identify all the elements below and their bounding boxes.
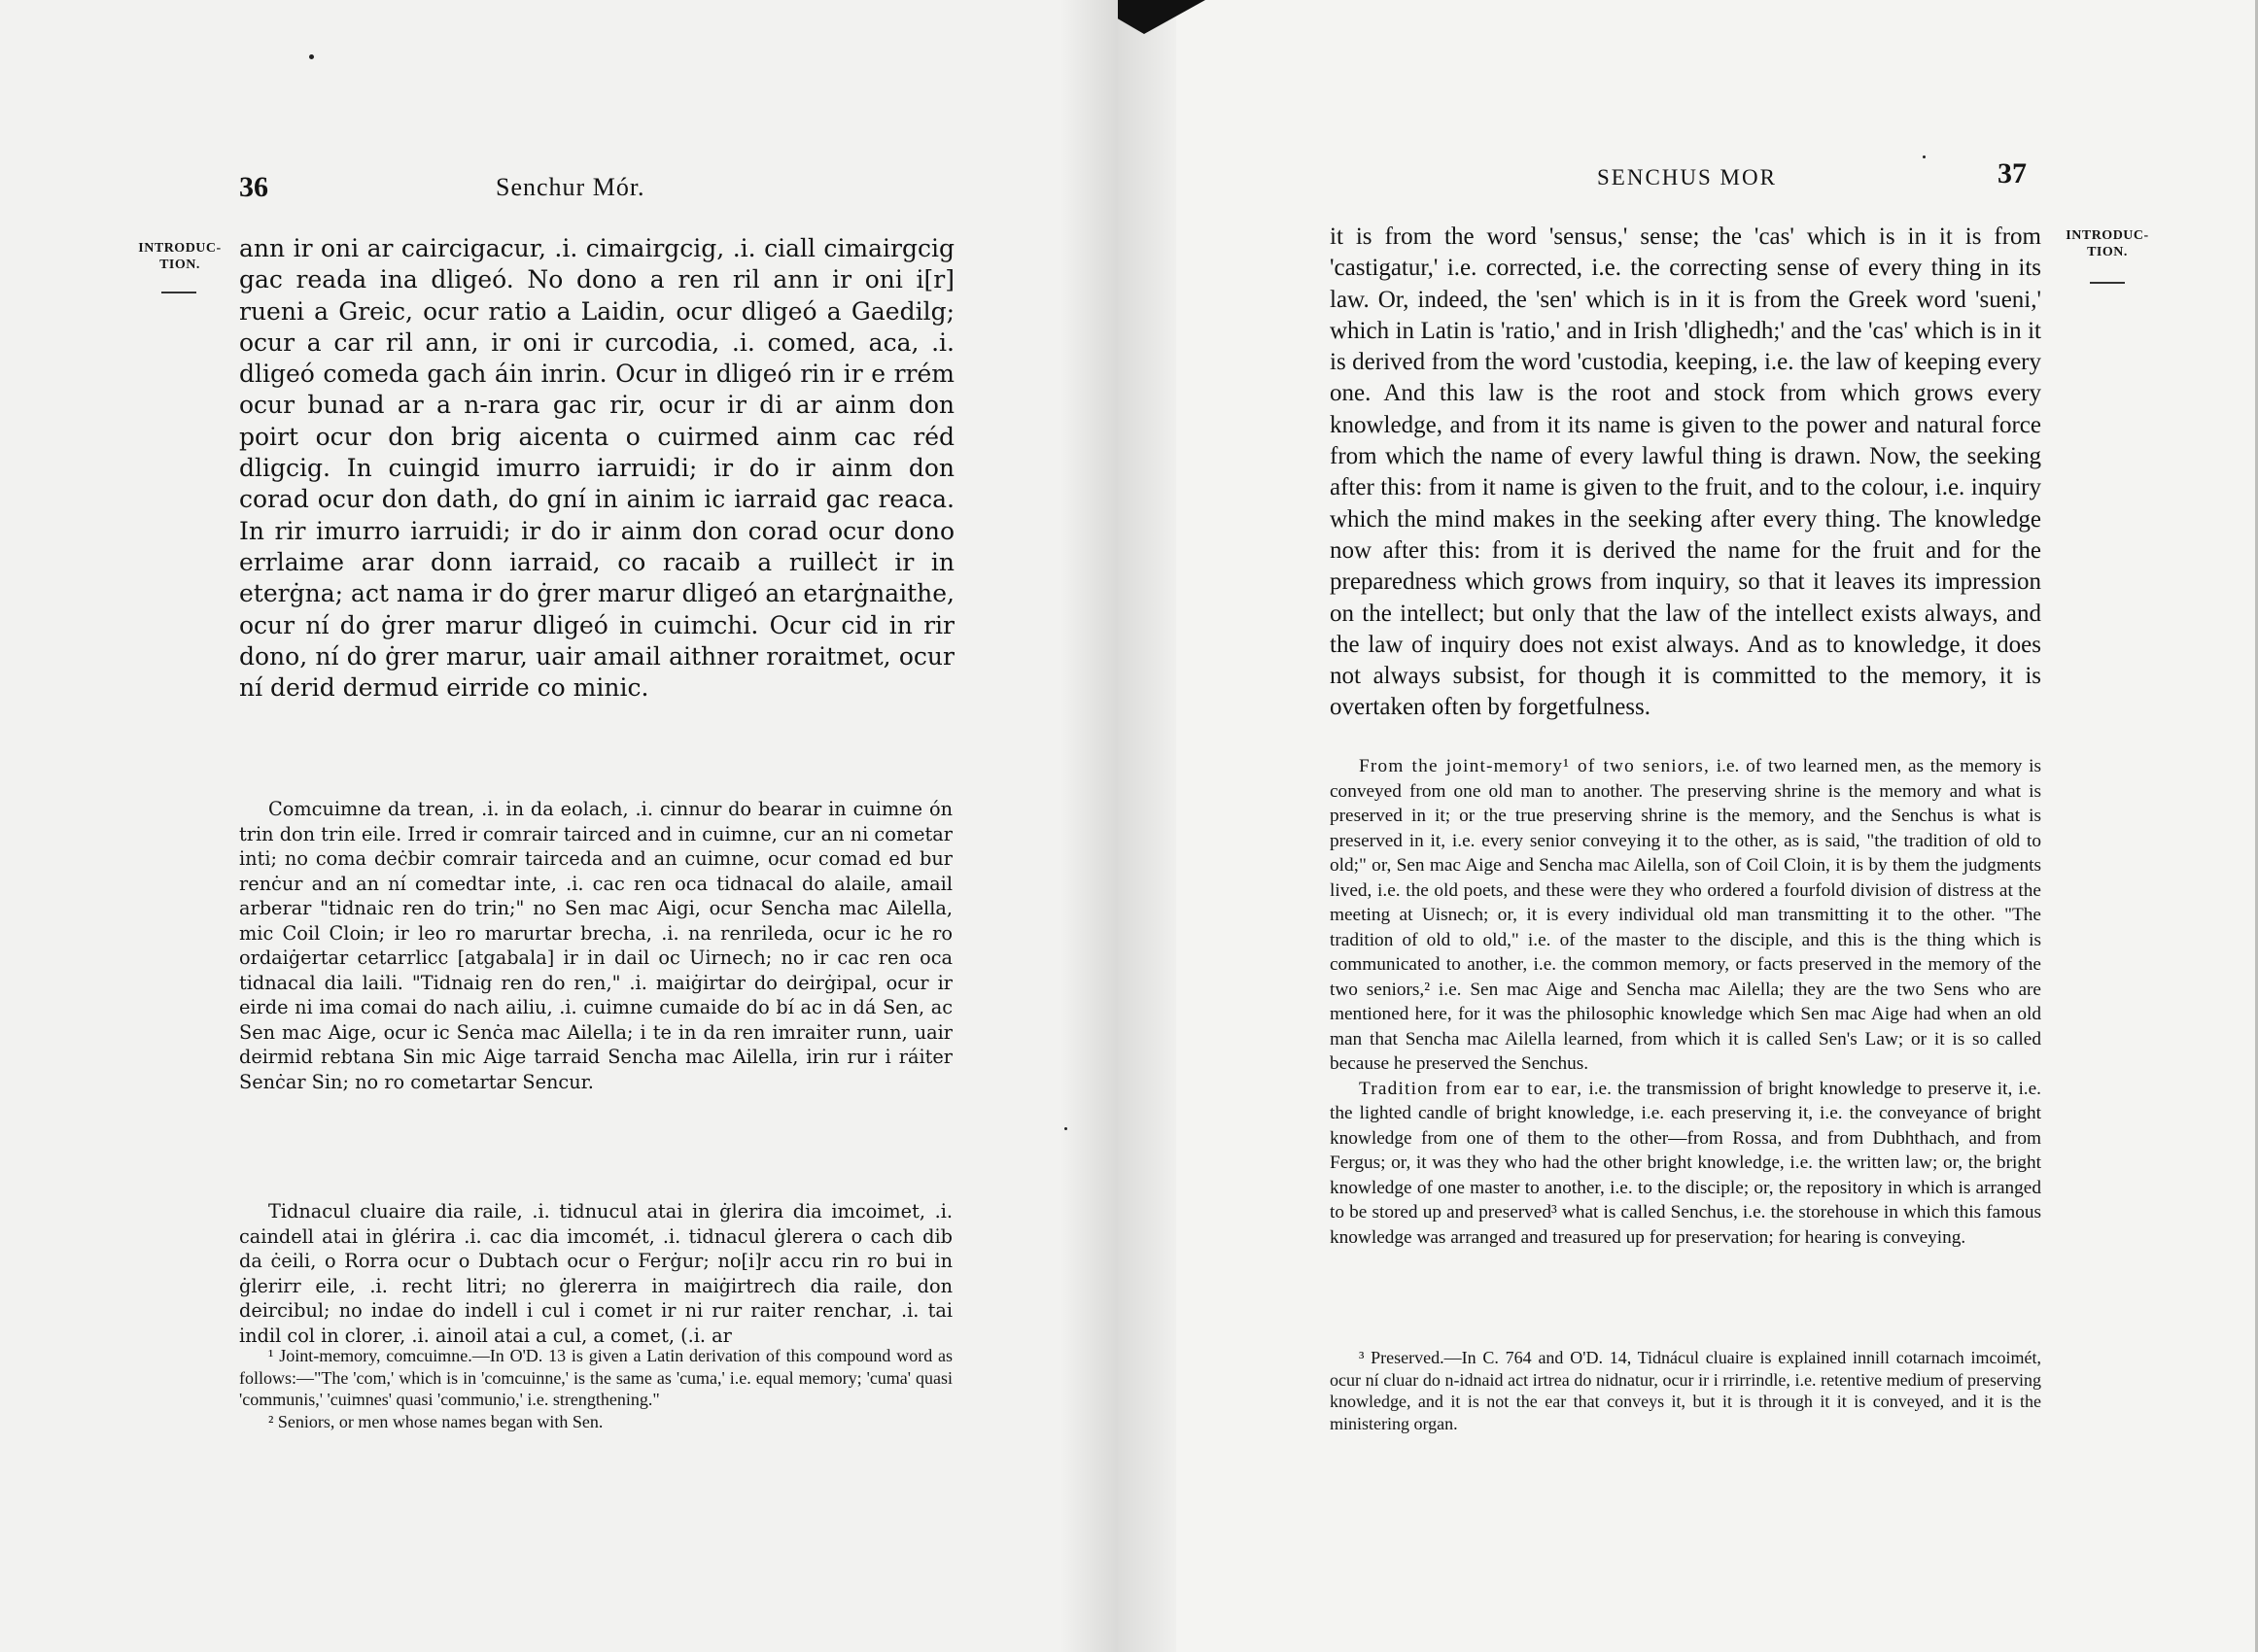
speck (1923, 155, 1926, 158)
commentary-lead: Tradition from ear to ear, (1359, 1078, 1583, 1099)
footnote: ¹ Joint-memory, comcuimne.—In O'D. 13 is given a Latin derivation of this compound word as follows:—"The 'com,' which is in 'comcuinne,' is the same as 'cuma,' i.e. equal memory; 'cuma' quasi 'communis,' 'cuimnes' quasi 'communio,' i.e. strengthening." (239, 1346, 953, 1409)
commentary-lead: From the joint-memory¹ of two seniors, (1359, 756, 1711, 776)
margin-rule (161, 292, 196, 293)
footnotes (239, 1345, 953, 1432)
footnote: ² Seniors, or men whose names began with Sen. (268, 1411, 604, 1431)
page-number: 37 (1997, 157, 2027, 189)
margin-note-line: INTRODUC- (2066, 228, 2149, 243)
running-head: SENCHUS MOR (1597, 165, 1777, 189)
translation-paragraph: it is from the word 'sensus,' sense; the 'cas' which is in it is from 'castigatur,' i.e. corrected, i.e. the correcting sense of every thing in its law. Or, indeed, the 'sen' which is in it is from the Greek word 'sueni,' which in Latin is 'ratio,' and in Irish 'dlighedh;' and the 'cas' which is in it is derived from the word 'custodia, keeping, i.e. the law of keeping every one. And this law is the root and stock from which grows every knowledge, and from it its name is given to the power and natural force from which the name of every lawful thing is drawn. Now, the seeking after this: from it name is given to the fruit, and to the colour, i.e. inquiry which the mind makes in the seeking after every thing. The knowledge now after this: from it is derived the name for the fruit and for the preparedness which grows from inquiry, so that it leaves its impression on the intellect; but only that the law of the intellect exists always, and the law of inquiry does not exist always. And as to knowledge, it does not always subsist, for though it is committed to the memory, it is overtaken often by forgetfulness. (1330, 224, 2041, 721)
commentary-text: i.e. of two learned men, as the memory is conveyed from one old man to another. The preserving shrine is the memory and what is preserved in it; or the true preserving shrine is the memory, and the Senchus is what is preserved in it, i.e. every senior conveying it to the other, as is said, "the tradition of old to old;" or, Sen mac Aige and Sencha mac Ailella, son of Coil Cloin, it is by them the judgments lived, i.e. the old poets, and these were they who ordered a fourfold division of distress at the meeting at Uisnech; or, it is every individual old man transmitting it to the other. "The tradition of old to old," i.e. of the master to the disciple, and this is the thing which is communicated to another, i.e. the common memory, or facts preserved in the memory of the two seniors,² i.e. Sen mac Aige and Sencha mac Ailella; they are the two Sens who are mentioned here, for it was the philosophic knowledge which Sen mac Aige had when an old man that Sencha mac Ailella learned, from which it is called Sen's Law; or it is so called because he preserved the Senchus. (1330, 756, 2041, 1074)
irish-text-paragraph: ann ir oni ar caircigacur, .i. cimairgcig, .i. ciall cimairgcig gac reada ina dligeó. No dono a ren ril ann ir oni i[r] rueni a Greic, ocur ratio a Laidin, ocur dligeó a Gaedilg; ocur a car ril ann, ir oni ir curcodia, .i. comed, aca, .i. dligeó comeda gach áin inrin. Ocur in dligeó rin ir e rrém ocur bunad ar a n-rara gac rir, ocur ir di ar ainm don poirt ocur don brig aicenta o cuirmed ainm cac réd dligcig. In cuingid imurro iarruidi; ir do ir ainm don corad ocur don dath, do gní in ainim ic iarraid gac reaca. In rir imurro iarruidi; ir do ir ainm don corad ocur dono errlaime arar donn iarraid, co racaib a ruilleċt ir in eterġna; act nama ir do ġrer marur dligeó an etarġnaithe, ocur ní do ġrer marur dligeó in cuimchi. Ocur cid in rir dono, ní do ġrer marur, uair amail aithner roraitmet, ocur ní derid dermud eirride co minic. (239, 234, 955, 703)
margin-note (2053, 227, 2162, 260)
margin-rule (2090, 282, 2125, 284)
margin-note-line: TION. (159, 258, 200, 272)
gutter-shadow (1060, 0, 1176, 1652)
margin-note-line: INTRODUC- (138, 241, 222, 256)
footnote: ³ Preserved.—In C. 764 and O'D. 14, Tidnácul cluaire is explained innill cotarnach imcoimét, ocur ní cluar do n-idnaid act irtrea do nidnatur, ocur ir i rrirrindle, i.e. retentive medium of preserving knowledge, and it is not the ear that conveys it, but it is through it it is conveyed, and it is the ministering organ. (1330, 1348, 2041, 1433)
page-number: 36 (239, 171, 268, 203)
commentary-text: i.e. the transmission of bright knowledge to preserve it, i.e. the lighted candle of bright knowledge, i.e. each preserving it, i.e. the conveyance of bright knowledge from one of them to the other—from Rossa, and from Dubhthach, and from Fergus; or, it was they who had the other bright knowledge, i.e. the written law; or, the bright knowledge of one master to another, i.e. to the disciple; or, the repository in which is arranged to be stored up and preserved³ what is called Senchus, i.e. the storehouse in which this famous knowledge was arranged and treasured up for preservation; for hearing is conveying. (1330, 1078, 2041, 1248)
footnotes (1330, 1347, 2041, 1434)
commentary (1330, 754, 2041, 1250)
margin-note-line: TION. (2087, 245, 2128, 259)
speck (309, 54, 314, 59)
irish-commentary-paragraph: Tidnacul cluaire dia raile, .i. tidnucul atai in ġlerira dia imcoimet, .i. caindell atai in ġlérira .i. cac dia imcomét, .i. tidnacul ġlerera o cach dib da ċeili, o Rorra ocur o Dubtach ocur o Ferġur; no[i]r accu rin ro bui in ġlerirr eile, .i. recht litri; no ġlererra in maiġirtrech dia raile, don deircibul; no indae do indell i cul i comet ir ni rur raiter renchar, .i. tai indil col in clorer, .i. ainoil atai a cul, a comet, (.i. ar (239, 1200, 953, 1347)
commentary-paragraph (1330, 754, 2041, 1077)
right-page (1118, 0, 2258, 1652)
commentary-paragraph (1330, 1077, 2041, 1251)
irish-commentary-paragraph: Comcuimne da trean, .i. in da eolach, .i. cinnur do bearar in cuimne ón trin don trin eile. Irred ir comrair tairced and in cuimne, cur an ni cometar inti; no coma deċbir comrair tairceda and an cuimne, ocur comad ed bur renċur and an ní comedtar inte, .i. cac ren oca tidnacal do alaile, amail arberar "tidnaic ren do trin;" no Sen mac Aigi, ocur Sencha mac Ailella, mic Coil Cloin; ir leo ro marurtar brecha, .i. na renrileda, ocur ic he ro ordaiġertar cetarrlicc [atgabala] ir in dail oc Uirnech; no ir cac ren oca tidnacal dia laili. "Tidnaig ren do ren," .i. maiġirtar do deirġipal, ocur ir eirde ni ima comai do nach ailiu, .i. cuimne cumaide do bí ac in dá Sen, ac Sen mac Aige, ocur ic Senċa mac Ailella; i te in da ren imraiter runn, uair deirmid rebtana Sin mic Aige tarraid Sencha mac Ailella, irin rur i ráiter Senċar Sin; no ro cometartar Sencur. (239, 798, 953, 1093)
running-head: Senchur Mór. (496, 173, 645, 201)
margin-note (136, 240, 224, 273)
left-page (0, 0, 1118, 1652)
